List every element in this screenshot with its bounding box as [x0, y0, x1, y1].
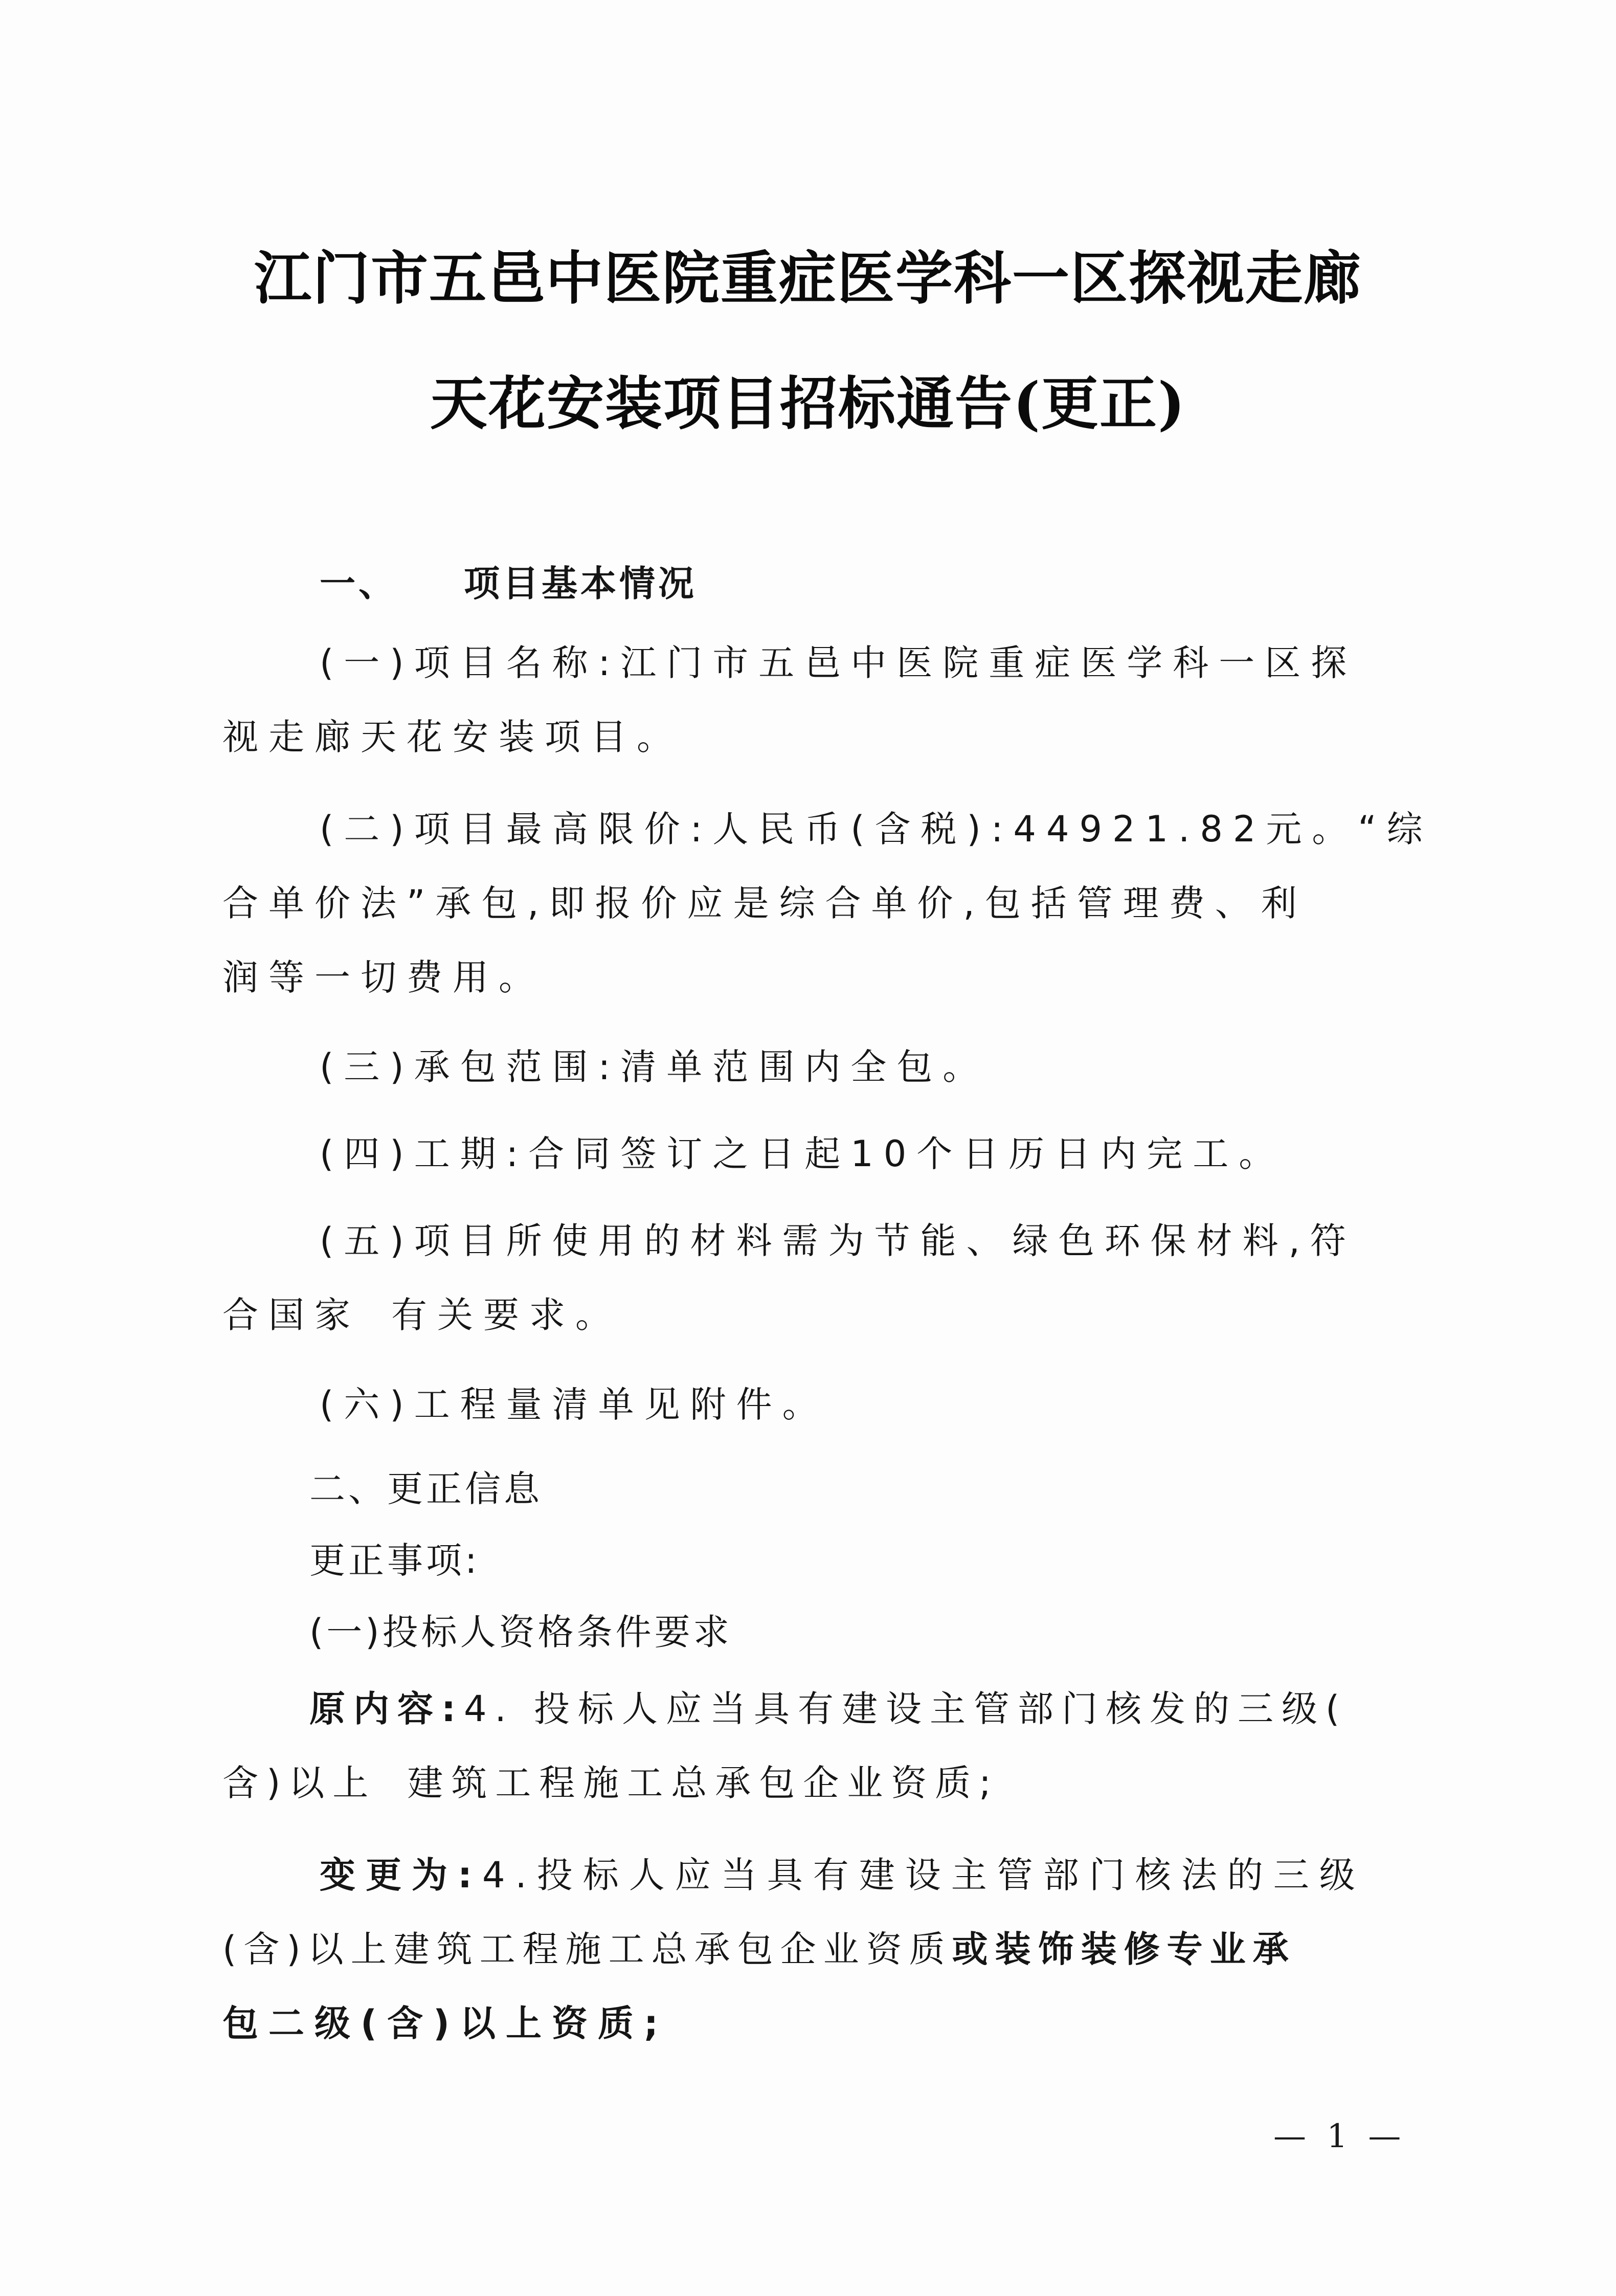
- item-2-line-2: 合单价法”承包,即报价应是综合单价,包括管理费、利: [222, 882, 1307, 924]
- item-5-line-1: (五)项目所使用的材料需为节能、绿色环保材料,符: [320, 1220, 1356, 1262]
- correction-subheading: 更正事项:: [309, 1540, 480, 1581]
- original-content-line-1: [309, 1680, 1348, 1732]
- section-1-number: 一、: [320, 563, 397, 605]
- changed-content-label: 变更为:: [320, 1854, 482, 1896]
- document-title-line-2: 天花安装项目招标通告(更正): [430, 370, 1186, 437]
- changed-content-text-2a: (含)以上建筑工程施工总承包企业资质: [222, 1928, 952, 1970]
- item-1-line-2: 视走廊天花安装项目。: [222, 716, 683, 758]
- item-3-line-1: (三)承包范围:清单范围内全包。: [320, 1046, 989, 1088]
- section-1-title: 项目基本情况: [464, 563, 697, 605]
- original-content-label: 原内容:: [309, 1688, 464, 1730]
- original-content-text-2b: 建筑工程施工总承包企业资质;: [407, 1762, 999, 1804]
- item-5-line-2-part-b: 有关要求。: [391, 1294, 621, 1336]
- changed-content-line-2: [222, 1921, 1296, 1972]
- section-1-heading: [320, 555, 697, 607]
- item-4-line-1: (四)工期:合同签订之日起10个日历日内完工。: [320, 1133, 1285, 1175]
- correction-item-title: (一)投标人资格条件要求: [309, 1611, 732, 1653]
- item-5-line-2: [222, 1286, 621, 1338]
- original-content-text-2a: 含)以上: [222, 1762, 377, 1804]
- changed-content-text-2b: 或装饰装修专业承: [952, 1928, 1296, 1970]
- document-title-line-1: 江门市五邑中医院重症医学科一区探视走廊: [254, 245, 1362, 312]
- item-2-line-3: 润等一切费用。: [222, 956, 545, 998]
- item-2-line-1: (二)项目最高限价:人民币(含税):44921.82元。“综: [320, 808, 1433, 850]
- changed-content-line-3: 包二级(含)以上资质;: [222, 2002, 668, 2044]
- page-number: — 1 —: [1273, 2117, 1406, 2155]
- original-content-line-2: [222, 1754, 999, 1806]
- changed-content-text-1: 4.投标人应当具有建设主管部门核法的三级: [482, 1854, 1365, 1896]
- item-5-line-2-part-a: 合国家: [222, 1294, 361, 1336]
- section-2-heading: 二、更正信息: [309, 1468, 543, 1510]
- item-1-line-1: (一)项目名称:江门市五邑中医院重症医学科一区探: [320, 642, 1357, 684]
- original-content-text-1: 4. 投标人应当具有建设主管部门核发的三级(: [464, 1688, 1348, 1730]
- item-6-line-1: (六)工程量清单见附件。: [320, 1384, 828, 1425]
- changed-content-line-1: [320, 1846, 1365, 1898]
